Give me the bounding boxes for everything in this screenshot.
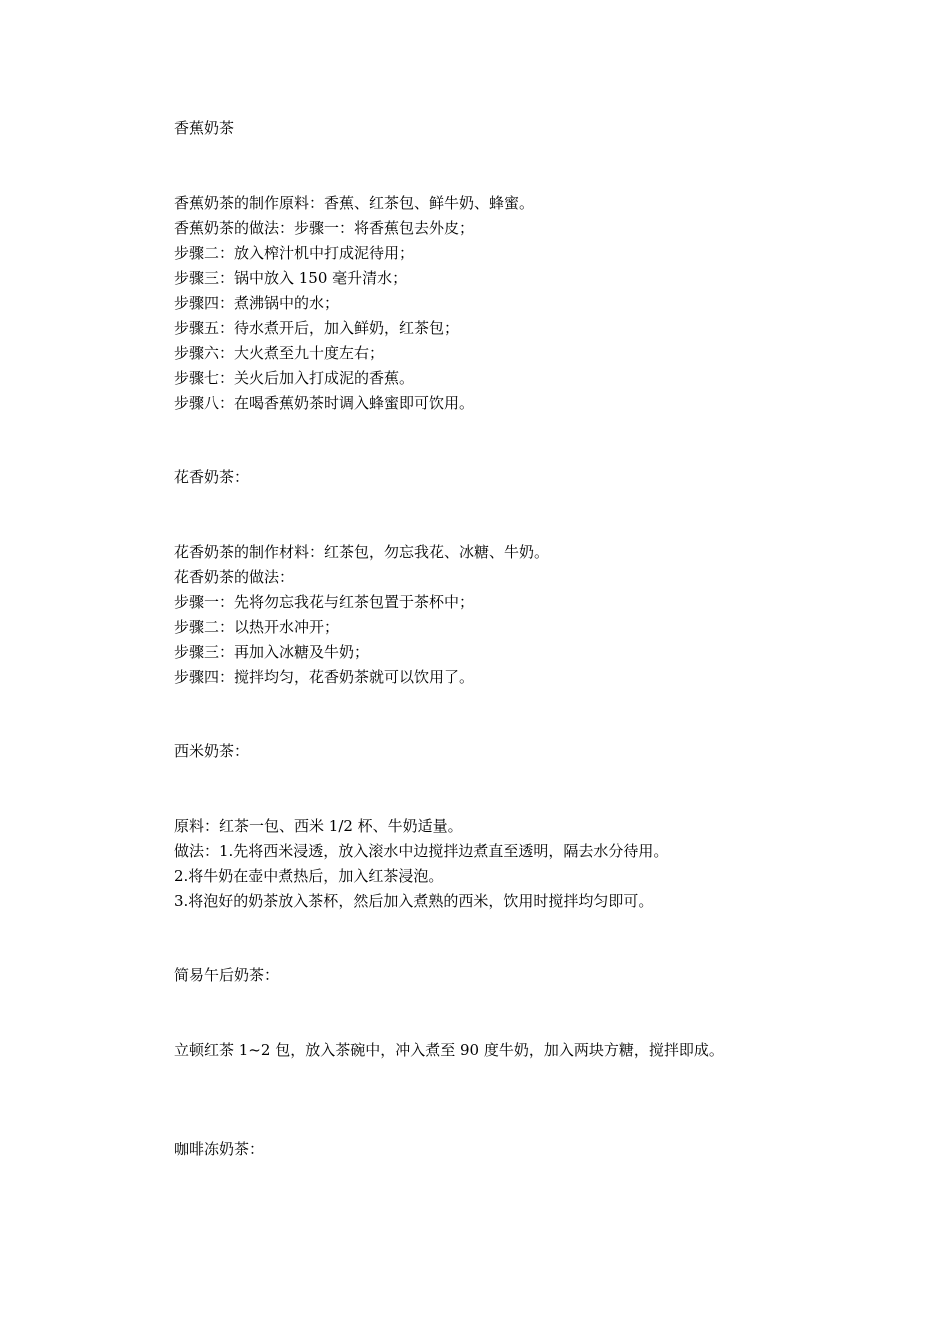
body-line: 步骤八：在喝香蕉奶茶时调入蜂蜜即可饮用。: [174, 394, 475, 412]
section-title-banana-milk-tea: 香蕉奶茶: [174, 119, 235, 137]
body-line: 花香奶茶的制作材料：红茶包，勿忘我花、冰糖、牛奶。: [174, 543, 550, 561]
body-line: 步骤三：锅中放入 150 毫升清水；: [174, 269, 408, 287]
body-line: 步骤七：关火后加入打成泥的香蕉。: [174, 369, 415, 387]
section-title-floral-milk-tea: 花香奶茶：: [174, 468, 250, 486]
body-line: 步骤三：再加入冰糖及牛奶；: [174, 643, 370, 661]
body-line: 立顿红茶 1~2 包，放入茶碗中，冲入煮至 90 度牛奶，加入两块方糖，搅拌即成。: [174, 1041, 724, 1059]
body-line: 步骤四：搅拌均匀，花香奶茶就可以饮用了。: [174, 668, 475, 686]
body-line: 2.将牛奶在壶中煮热后，加入红茶浸泡。: [174, 867, 444, 885]
body-line: 3.将泡好的奶茶放入茶杯，然后加入煮熟的西米，饮用时搅拌均匀即可。: [174, 892, 654, 910]
section-title-sago-milk-tea: 西米奶茶：: [174, 742, 250, 760]
body-line: 步骤二：放入榨汁机中打成泥待用；: [174, 244, 415, 262]
body-line: 步骤五：待水煮开后，加入鲜奶，红茶包；: [174, 319, 460, 337]
body-line: 步骤六：大火煮至九十度左右；: [174, 344, 385, 362]
body-line: 香蕉奶茶的做法：步骤一：将香蕉包去外皮；: [174, 219, 475, 237]
body-line: 花香奶茶的做法：: [174, 568, 295, 586]
body-line: 步骤四：煮沸锅中的水；: [174, 294, 340, 312]
body-line: 做法：1.先将西米浸透，放入滚水中边搅拌边煮直至透明，隔去水分待用。: [174, 842, 669, 860]
section-title-coffee-jelly-milk-tea: 咖啡冻奶茶：: [174, 1140, 265, 1158]
body-line: 步骤一：先将勿忘我花与红茶包置于茶杯中；: [174, 593, 475, 611]
body-line: 香蕉奶茶的制作原料：香蕉、红茶包、鲜牛奶、蜂蜜。: [174, 194, 535, 212]
body-line: 步骤二：以热开水冲开；: [174, 618, 340, 636]
body-line: 原料：红茶一包、西米 1/2 杯、牛奶适量。: [174, 817, 463, 835]
section-title-afternoon-milk-tea: 简易午后奶茶：: [174, 966, 280, 984]
